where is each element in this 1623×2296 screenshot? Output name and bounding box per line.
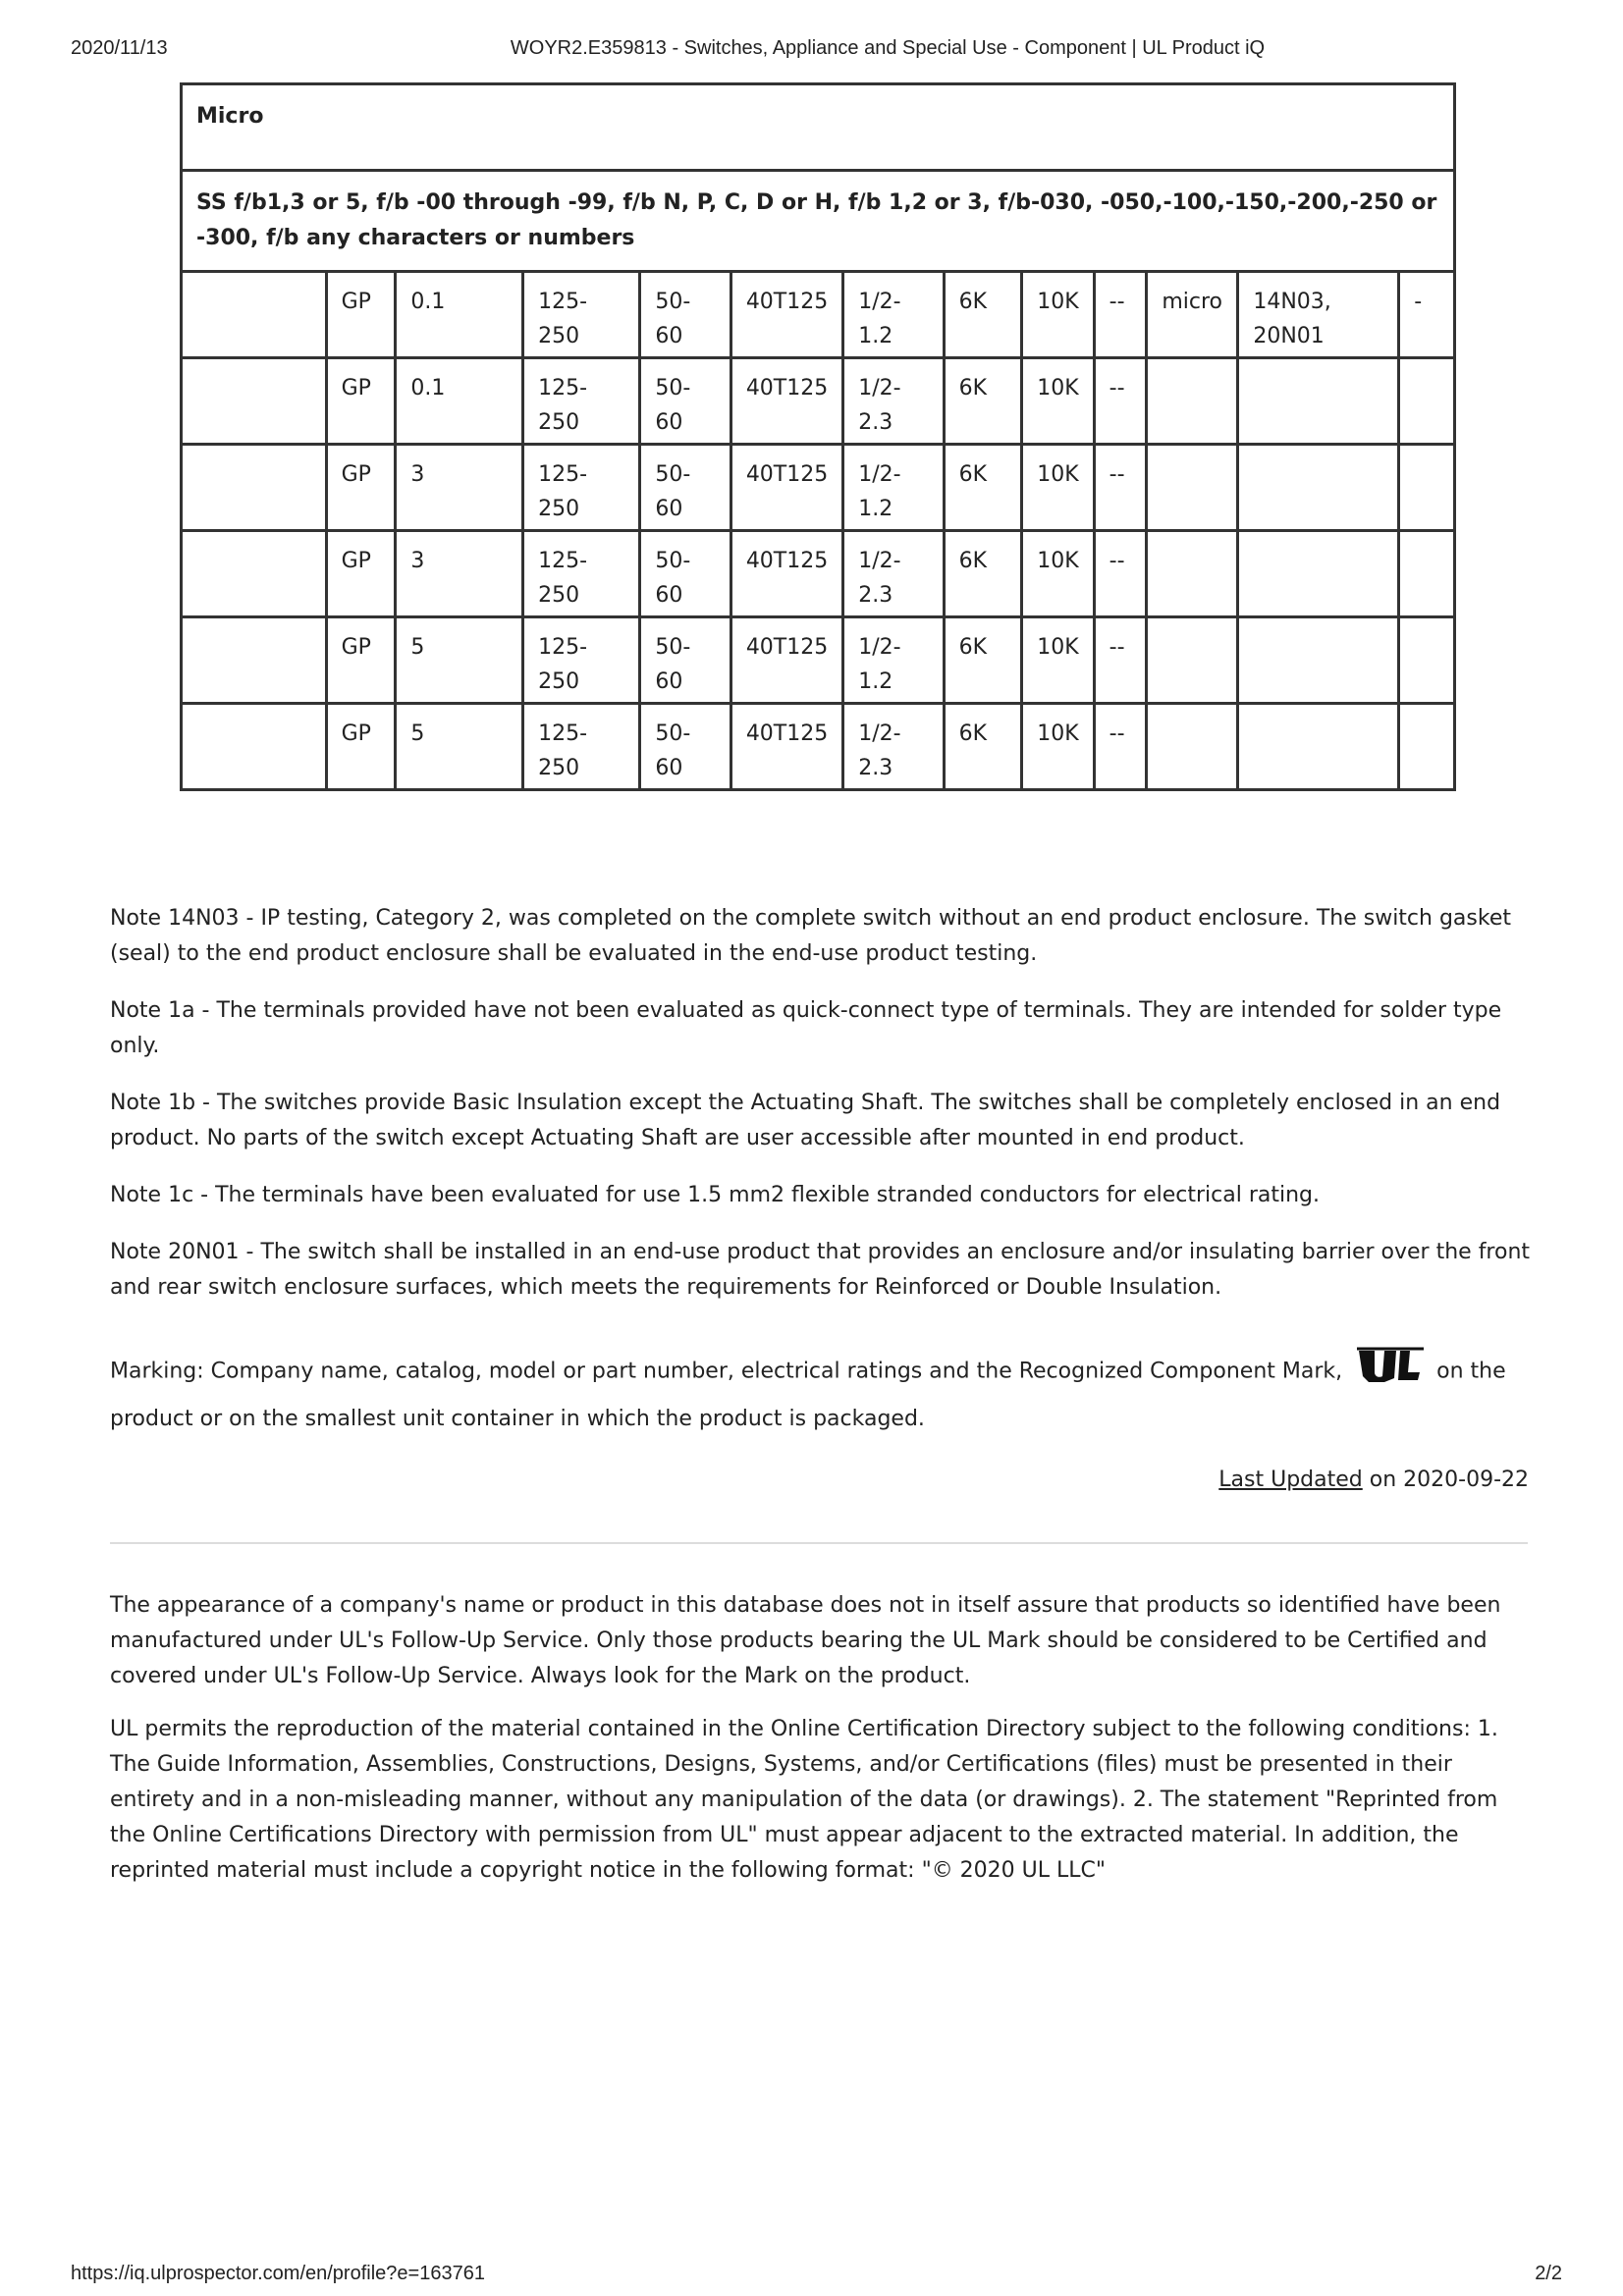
table-cell: 10K [1022,531,1094,617]
print-page-title: WOYR2.E359813 - Switches, Appliance and Special Use - Component | UL Product iQ [510,37,1266,59]
table-cell: 40T125 [730,272,842,358]
print-page-number: 2/2 [1535,2263,1562,2284]
table-cell [1238,531,1399,617]
note-paragraph: Note 1a - The terminals provided have not been evaluated as quick-connect type of terminals. They are intended for solder type only. [110,998,1502,1058]
table-cell [182,358,327,445]
table-cell: -- [1094,617,1147,704]
table-cell: 125-250 [523,617,640,704]
table-cell: 10K [1022,358,1094,445]
table-cell [1399,531,1455,617]
table-cell: - [1399,272,1455,358]
table-cell: 3 [396,445,523,531]
table-cell: -- [1094,704,1147,790]
print-footer [71,2263,1562,2288]
table-cell: 50-60 [640,272,730,358]
table-cell: 0.1 [396,358,523,445]
table-cell: 1/2-2.3 [843,358,944,445]
table-cell [1147,617,1238,704]
print-url: https://iq.ulprospector.com/en/profile?e=163761 [71,2263,485,2284]
table-cell [1399,445,1455,531]
table-cell: 6K [944,704,1022,790]
table-cell [182,445,327,531]
table-cell: 40T125 [730,617,842,704]
table-cell: 1/2-1.2 [843,445,944,531]
section-header-row [182,84,1455,171]
table-cell: 125-250 [523,445,640,531]
table-row [182,704,1455,790]
table-row [182,617,1455,704]
disclaimer-paragraph: The appearance of a company's name or product in this database does not in itself assure that products so identified have been manufactured under UL's Follow-Up Service. Only those products bearing the UL Mark should be considered to be Certified and covered under UL's Follow-Up Service. Always look for the Mark on the product. [110,1593,1501,1688]
table-cell [182,272,327,358]
table-cell [1238,704,1399,790]
last-updated [1218,1468,1529,1492]
disclaimer-paragraph: UL permits the reproduction of the material contained in the Online Certification Directory subject to the following conditions: 1. The Guide Information, Assemblies, Constructions, Designs, Systems, and/or Certifications (files) must be presented in their entirety and in a non-misleading manner, without any manipulation of the data (or drawings). 2. The statement "Reprinted from the Online Certifications Directory with permission from UL" must appear adjacent to the extracted material. In addition, the reprinted material must include a copyright notice in the following format: "© 2020 UL LLC" [110,1717,1498,1883]
table-cell: 6K [944,445,1022,531]
table-cell: 50-60 [640,704,730,790]
table-cell: micro [1147,272,1238,358]
table-cell: GP [326,445,396,531]
table-cell: 50-60 [640,617,730,704]
table-cell: GP [326,617,396,704]
table-cell [1238,617,1399,704]
table-cell: 40T125 [730,358,842,445]
table-cell: 50-60 [640,358,730,445]
section-title: Micro [182,84,1455,171]
table-cell: 1/2-1.2 [843,617,944,704]
table-cell: 40T125 [730,531,842,617]
table-cell: GP [326,704,396,790]
divider [110,1542,1528,1544]
marking-statement [110,1345,1534,1440]
ul-recognized-component-mark-icon [1355,1345,1424,1399]
table-cell: 125-250 [523,704,640,790]
table-cell [182,531,327,617]
table-cell: 10K [1022,272,1094,358]
table-cell: 5 [396,617,523,704]
table-cell [1147,704,1238,790]
disclaimer-section [110,1588,1534,1906]
table-cell [1399,358,1455,445]
last-updated-date: on 2020-09-22 [1369,1468,1529,1492]
table-cell: GP [326,531,396,617]
table-cell [1147,358,1238,445]
note-paragraph: Note 1b - The switches provide Basic Insulation except the Actuating Shaft. The switches shall be completely enclosed in an end product. No parts of the switch except Actuating Shaft are user accessible after mounted in end product. [110,1091,1501,1150]
ratings-table [180,82,1456,791]
table-cell: 1/2-2.3 [843,531,944,617]
table-cell: 40T125 [730,704,842,790]
note-paragraph: Note 20N01 - The switch shall be installed in an end-use product that provides an enclosure and/or insulating barrier over the front and rear switch enclosure surfaces, which meets the requirements for Reinforced or Double Insulation. [110,1240,1531,1300]
table-cell: 1/2-2.3 [843,704,944,790]
print-header [71,37,1562,67]
table-cell [182,704,327,790]
table-cell [1399,704,1455,790]
print-date: 2020/11/13 [71,37,168,59]
table-cell: GP [326,358,396,445]
series-description: SS f/b1,3 or 5, f/b -00 through -99, f/b N, P, C, D or H, f/b 1,2 or 3, f/b-030, -050,-100,-150,-200,-250 or -300, f/b any characters or numbers [182,171,1455,272]
table-cell: 5 [396,704,523,790]
table-cell: -- [1094,531,1147,617]
table-row [182,531,1455,617]
table-cell: 6K [944,531,1022,617]
table-cell: 10K [1022,617,1094,704]
table-cell: 6K [944,272,1022,358]
table-cell: 40T125 [730,445,842,531]
marking-text-after: on the product or on the smallest unit container in which the product is packaged. [110,1359,1506,1431]
table-cell [1238,358,1399,445]
table-cell: 6K [944,358,1022,445]
table-row [182,272,1455,358]
table-cell: 0.1 [396,272,523,358]
table-cell: 125-250 [523,531,640,617]
table-cell: 14N03, 20N01 [1238,272,1399,358]
table-cell [182,617,327,704]
table-cell: -- [1094,272,1147,358]
table-row [182,445,1455,531]
table-cell: GP [326,272,396,358]
table-cell [1147,531,1238,617]
table-cell: 10K [1022,704,1094,790]
table-cell: -- [1094,358,1147,445]
table-cell: 10K [1022,445,1094,531]
table-cell: 125-250 [523,358,640,445]
table-cell: 50-60 [640,531,730,617]
table-cell [1238,445,1399,531]
table-cell [1399,617,1455,704]
table-cell: 1/2-1.2 [843,272,944,358]
table-cell: 3 [396,531,523,617]
table-cell [1147,445,1238,531]
table-cell: 6K [944,617,1022,704]
last-updated-link[interactable]: Last Updated [1218,1468,1363,1492]
series-description-row [182,171,1455,272]
table-cell: -- [1094,445,1147,531]
table-row [182,358,1455,445]
notes-section [110,901,1534,1327]
marking-text-before: Marking: Company name, catalog, model or part number, electrical ratings and the Recognized Component Mark, [110,1359,1343,1384]
table-cell: 125-250 [523,272,640,358]
note-paragraph: Note 1c - The terminals have been evaluated for use 1.5 mm2 flexible stranded conductors for electrical rating. [110,1183,1320,1207]
note-paragraph: Note 14N03 - IP testing, Category 2, was completed on the complete switch without an end product enclosure. The switch gasket (seal) to the end product enclosure shall be evaluated in the end-use product testing. [110,906,1511,966]
table-cell: 50-60 [640,445,730,531]
